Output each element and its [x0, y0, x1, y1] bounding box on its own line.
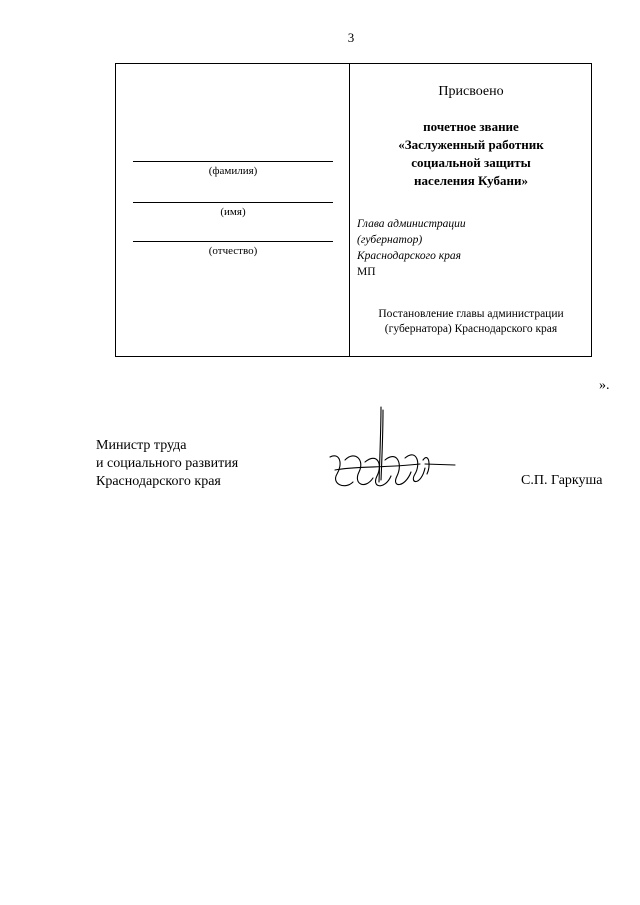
surname-label: (фамилия) — [208, 165, 258, 177]
seal-mark: МП — [357, 266, 376, 278]
honorary-title — [352, 118, 590, 190]
decree-note — [352, 307, 590, 337]
awarded-heading: Присвоено — [438, 84, 504, 99]
title-line: населения Кубани» — [414, 173, 528, 188]
handwritten-signature — [325, 402, 465, 502]
decree-line: (губернатора) Краснодарского края — [384, 323, 558, 335]
position-line: Краснодарского края — [96, 474, 221, 489]
patronymic-line — [133, 241, 333, 242]
title-line: «Заслуженный работник — [398, 137, 544, 152]
decree-line: Постановление главы администрации — [378, 308, 564, 320]
governor-line: (губернатор) — [357, 234, 423, 246]
patronymic-label: (отчество) — [208, 245, 258, 257]
position-line: Министр труда — [96, 438, 187, 453]
first-name-label: (имя) — [220, 206, 246, 218]
page-number: 3 — [347, 30, 355, 45]
form-center-divider — [349, 63, 350, 357]
closing-quote: ». — [599, 378, 610, 393]
title-line: социальной защиты — [411, 155, 531, 170]
first-name-line — [133, 202, 333, 203]
governor-line: Глава администрации — [357, 218, 466, 230]
surname-line — [133, 161, 333, 162]
position-line: и социального развития — [96, 456, 239, 471]
title-line: почетное звание — [423, 119, 519, 134]
governor-signature-block — [357, 216, 466, 280]
minister-name: С.П. Гаркуша — [521, 473, 603, 488]
governor-line: Краснодарского края — [357, 250, 461, 262]
minister-position — [96, 437, 238, 491]
